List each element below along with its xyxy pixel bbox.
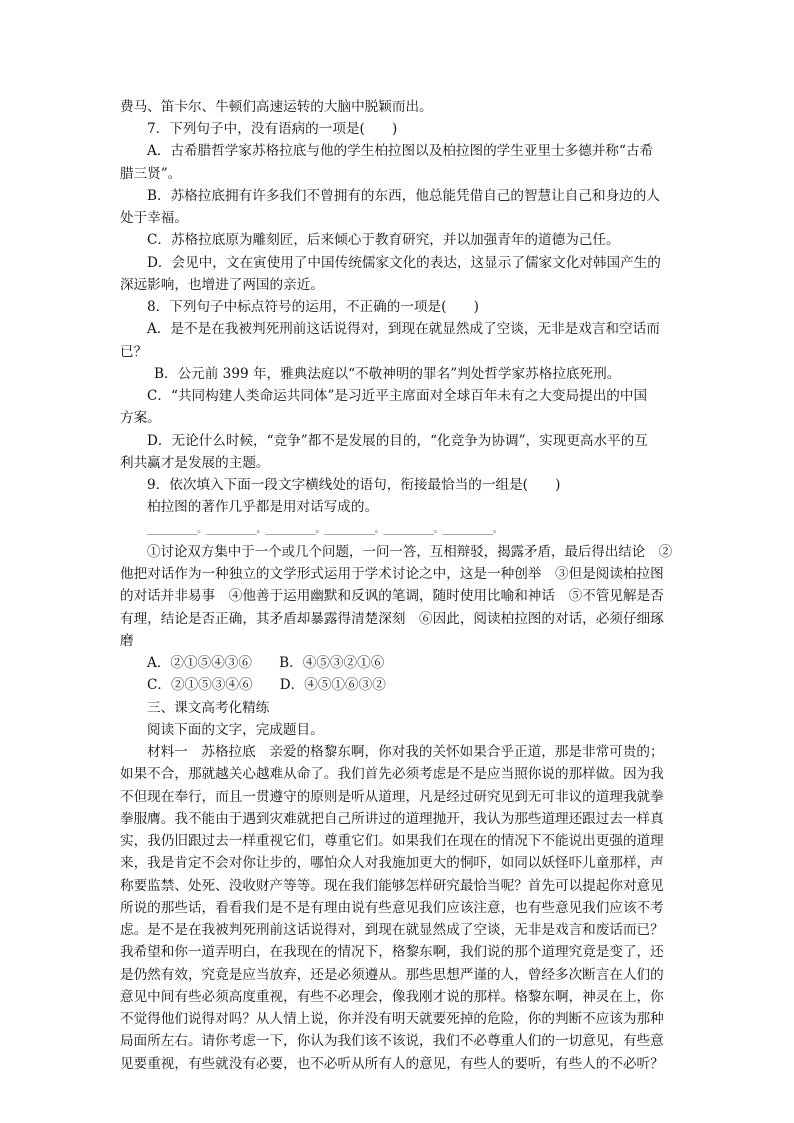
question-7-stem: 7．下列句子中，没有语病的一项是( )	[147, 121, 398, 137]
text-line: 我希望和你一道弄明白，在我现在的情况下，格黎东啊，我们说的那个道理究竟是变了，还	[120, 944, 664, 960]
text-line: 见要重视，有些就没有必要，也不必听从所有人的意见，有些人的要听，有些人的不必听？	[120, 1056, 664, 1072]
text-line: 利共赢才是发展的主题。	[120, 455, 270, 471]
text-line: 他把对话作为一种独立的文学形式运用于学术讨论之中，这是一种创举 ③但是阅读柏拉图	[120, 566, 664, 582]
question-7-option-c: C．苏格拉底原为雕刻匠，后来倾心于教育研究，并以加强青年的道德为己任。	[147, 232, 620, 248]
text-line: 称要监禁、处死、没收财产等等。现在我们能够怎样研究最恰当呢？首先可以提起你对意见	[120, 878, 664, 894]
blank-lines: ____________。____________。____________。____________。____________。____________。	[147, 525, 502, 535]
question-8-option-b: B．公元前 399 年，雅典法庭以“不敬神明的罪名”判处哲学家苏格拉底死刑。	[154, 366, 621, 382]
text-line: 费马、笛卡尔、牛顿们高速运转的大脑中脱颖而出。	[120, 99, 433, 115]
question-9-options-cd: C．②①⑤③④⑥ D．④⑤①⑥③②	[147, 677, 386, 693]
question-7-option-a: A．古希腊哲学家苏格拉底与他的学生柏拉图以及柏拉图的学生亚里士多德并称“古希	[147, 143, 654, 159]
text-line: 腊三贤”。	[120, 166, 182, 182]
text-line: 深远影响，也增进了两国的亲近。	[120, 277, 324, 293]
text-line: 处于幸福。	[120, 210, 188, 226]
text-line: 有理，结论是否正确，其矛盾却暴露得清楚深刻 ⑥因此，阅读柏拉图的对话，必须仔细琢	[120, 611, 664, 627]
question-7-option-d: D．会见中，文在寅使用了中国传统儒家文化的表达，这显示了儒家文化对韩国产生的	[147, 255, 661, 271]
text-line: 是仍然有效，究竟是应当放弃，还是必须遵从。那些思想严谨的人，曾经多次断言在人们的	[120, 967, 664, 983]
question-8-option-a: A．是不是在我被判死刑前这话说得对，到现在就显然成了空谈，无非是戏言和空话而	[147, 321, 660, 337]
text-line: 意见中间有些必须高度重视，有些不必理会，像我刚才说的那样。格黎东啊，神灵在上，你	[120, 989, 664, 1005]
text-line: 不觉得他们说得对吗？从人情上说，你并没有明天就要死掉的危险，你的判断不应该为那种	[120, 1011, 664, 1027]
question-8-option-d: D．无论什么时候，“竞争”都不是发展的目的，“化竞争为协调”，实现更高水平的互	[147, 433, 648, 449]
text-line: 不但现在奉行，而且一贯遵守的原则是听从道理，凡是经过研究见到无可非议的道理我就拳	[120, 789, 664, 805]
text-line: 拳服膺。我不能由于遇到灾难就把自己所讲过的道理抛开，我认为那些道理还跟过去一样真	[120, 811, 664, 827]
text-line: 所说的那些话，看看我们是不是有理由说有些意见我们应该注意，也有些意见我们应该不考	[120, 900, 664, 916]
text-line: 局面所左右。请你考虑一下，你认为我们该不该说，我们不必尊重人们的一切意见，有些意	[120, 1033, 664, 1049]
text-line: 来，我是肯定不会对你让步的，哪怕众人对我施加更大的恫吓，如同以妖怪吓儿童那样，声	[120, 855, 664, 871]
text-line: 方案。	[120, 410, 161, 426]
question-7-option-b: B．苏格拉底拥有许多我们不曾拥有的东西，他总能凭借自己的智慧让自己和身边的人	[147, 188, 660, 204]
text-line: 如果不合，那就越关心越难从命了。我们首先必须考虑是不是应当照你说的那样做。因为我	[120, 766, 664, 782]
text-line: 磨	[120, 633, 134, 649]
question-9-lead: 柏拉图的著作几乎都是用对话写成的。	[147, 499, 379, 515]
text-line: 虑。是不是在我被判死刑前这话说得对，到现在就显然成了空谈，无非是戏言和废话而已？	[120, 922, 664, 938]
question-9-sentences: ①讨论双方集中于一个或几个问题，一问一答，互相辩驳，揭露矛盾，最后得出结论 ②	[147, 544, 673, 560]
question-9-stem: 9．依次填入下面一段文字横线处的语句，衔接最恰当的一组是( )	[147, 477, 561, 493]
text-line: 实，我仍旧跟过去一样重视它们，尊重它们。如果我们在现在的情况下不能说出更强的道理	[120, 833, 664, 849]
text-line: 的对话并非易事 ④他善于运用幽默和反讽的笔调，随时使用比喻和神话 ⑤不管见解是否	[120, 588, 664, 604]
material-one-start: 材料一 苏格拉底 亲爱的格黎东啊，你对我的关怀如果合乎正道，那是非常可贵的；	[147, 744, 664, 760]
question-9-options-ab: A．②①⑤④③⑥ B．④⑤③②①⑥	[147, 655, 385, 671]
question-8-stem: 8．下列句子中标点符号的运用，不正确的一项是( )	[147, 299, 479, 315]
question-8-option-c: C．“共同构建人类命运共同体”是习近平主席面对全球百年未有之大变局提出的中国	[147, 388, 648, 404]
section-heading: 三、课文高考化精练	[147, 700, 270, 716]
reading-instruction: 阅读下面的文字，完成题目。	[147, 722, 324, 738]
text-line: 已？	[120, 344, 148, 360]
